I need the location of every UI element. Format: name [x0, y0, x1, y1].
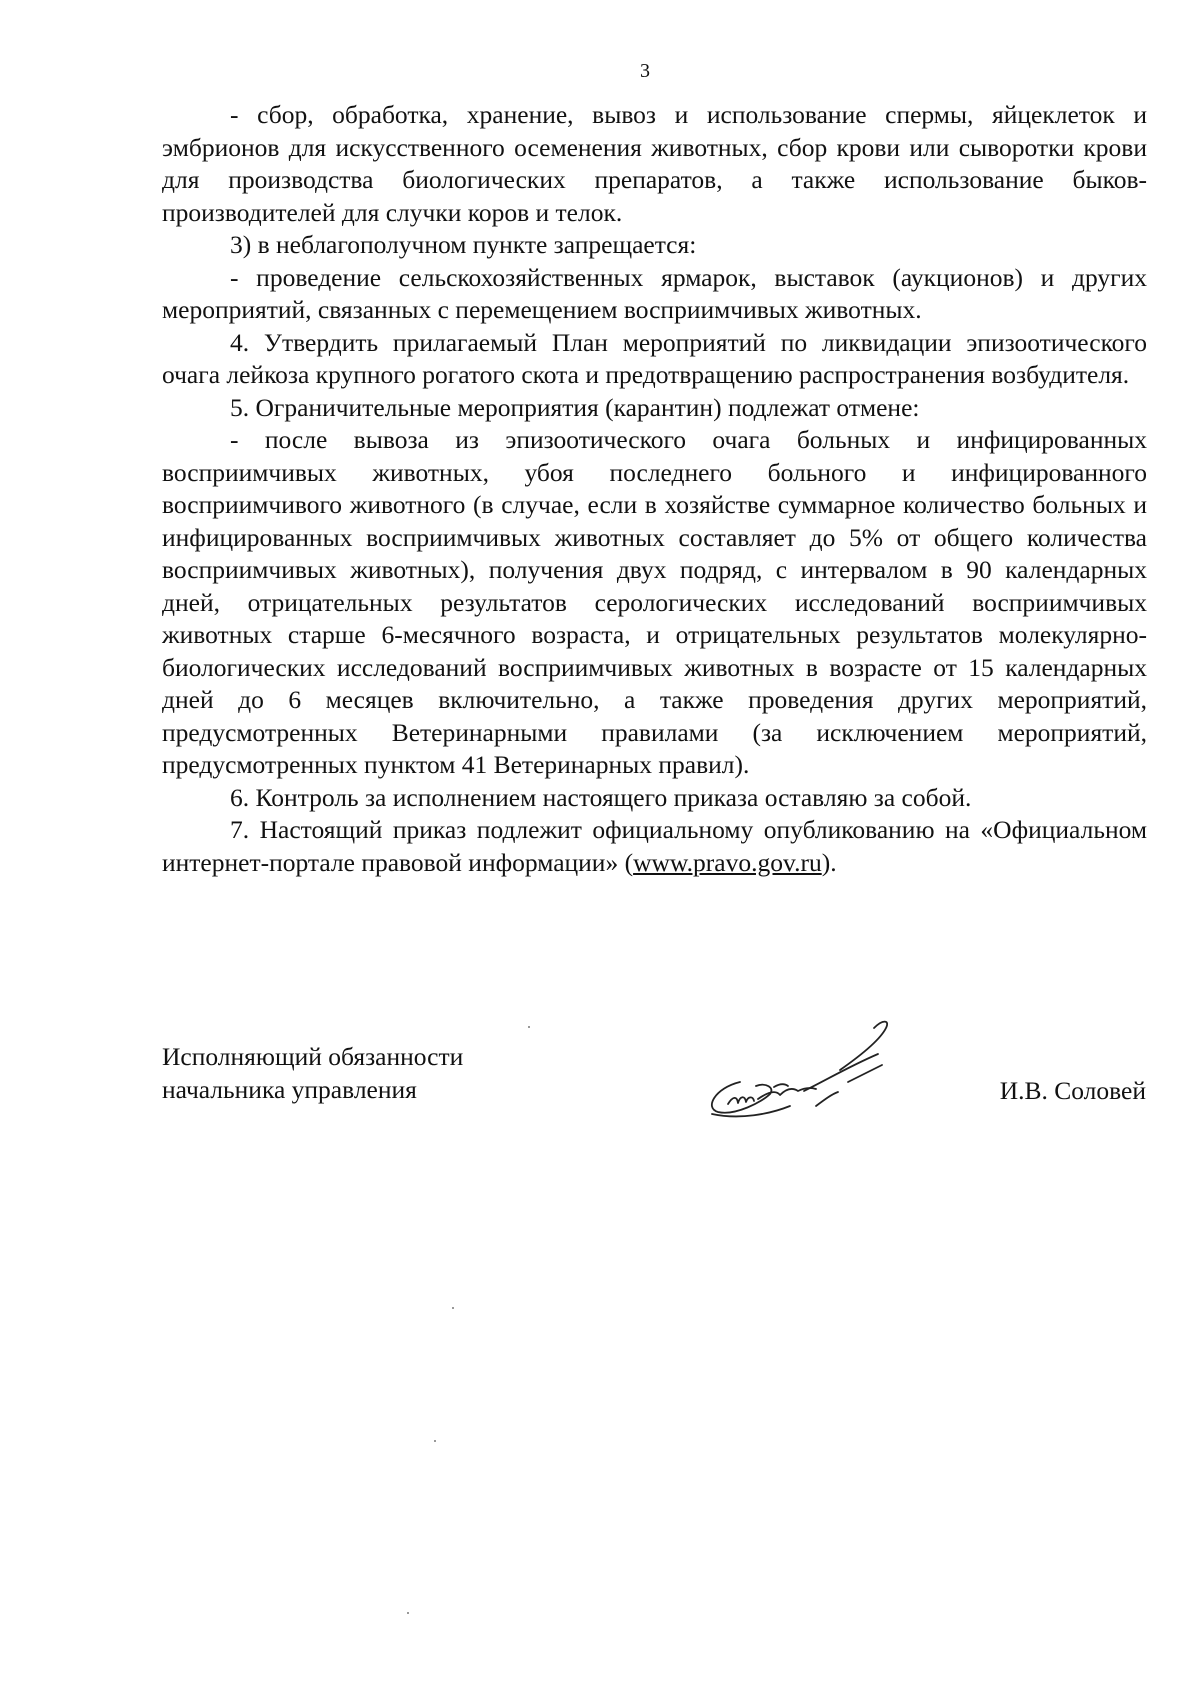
paragraph-point-7: [162, 814, 1147, 879]
scan-speck: [528, 1026, 530, 1028]
paragraph-point-3: 3) в неблагополучном пункте запрещается:: [230, 230, 697, 259]
scan-speck: [452, 1307, 454, 1309]
paragraph-point-6: 6. Контроль за исполнением настоящего приказа оставляю за собой.: [230, 782, 972, 812]
paragraph-point-5: 5. Ограничительные мероприятия (карантин) подлежат отмене:: [230, 392, 920, 422]
scan-speck: [434, 1440, 436, 1442]
signatory-title-line-2: начальника управления: [162, 1075, 417, 1104]
paragraph-point-4: 4. Утвердить прилагаемый План мероприятий по ликвидации эпизоотического очага лейкоза крупного рогатого скота и предотвращению распространения возбудителя.: [162, 327, 1147, 389]
paragraph-collection-ban: - сбор, обработка, хранение, вывоз и использование спермы, яйцеклеток и эмбрионов для искусственного осеменения животных, сбор крови или сыворотки крови для производства биологических препаратов, а также использование быков-производителей для случки коров и телок.: [162, 100, 1147, 227]
publication-text-end: ).: [821, 847, 837, 877]
document-body: [162, 99, 1147, 879]
page-number: 3: [640, 60, 650, 82]
scan-speck: [407, 1612, 409, 1614]
paragraph-quarantine-lifting: - после вывоза из эпизоотического очага больных и инфицированных восприимчивых животных, убоя последнего больного и инфицированного восприимчивого животного (в случае, если в хозяйстве суммарное количество больных и инфицированных восприимчивых животных составляет до 5% от общего количества восприимчивых животных), получения двух подряд, с интервалом в 90 календарных дней, отрицательных результатов серологических исследований восприимчивых животных старше 6-месячного возраста, и отрицательных результатов молекулярно-биологических исследований восприимчивых животных в возрасте от 15 календарных дней до 6 месяцев включительно, а также проведения других мероприятий, предусмотренных Ветеринарными правилами (за исключением мероприятий, предусмотренных пунктом 41 Ветеринарных правил).: [162, 425, 1147, 779]
paragraph-fairs-ban: - проведение сельскохозяйственных ярмарок, выставок (аукционов) и других мероприятий, связанных с перемещением восприимчивых животных.: [162, 262, 1147, 324]
signatory-title-line-1: Исполняющий обязанности: [162, 1042, 464, 1071]
handwritten-signature: [700, 1010, 910, 1125]
pravo-gov-link[interactable]: www.pravo.gov.ru: [633, 847, 822, 877]
publication-text: 7. Настоящий приказ подлежит официальному опубликованию на «Официальном интернет-портале правовой информации» (: [162, 815, 1147, 877]
signatory-title: [162, 1040, 463, 1106]
signatory-name: И.В. Соловей: [999, 1076, 1146, 1105]
